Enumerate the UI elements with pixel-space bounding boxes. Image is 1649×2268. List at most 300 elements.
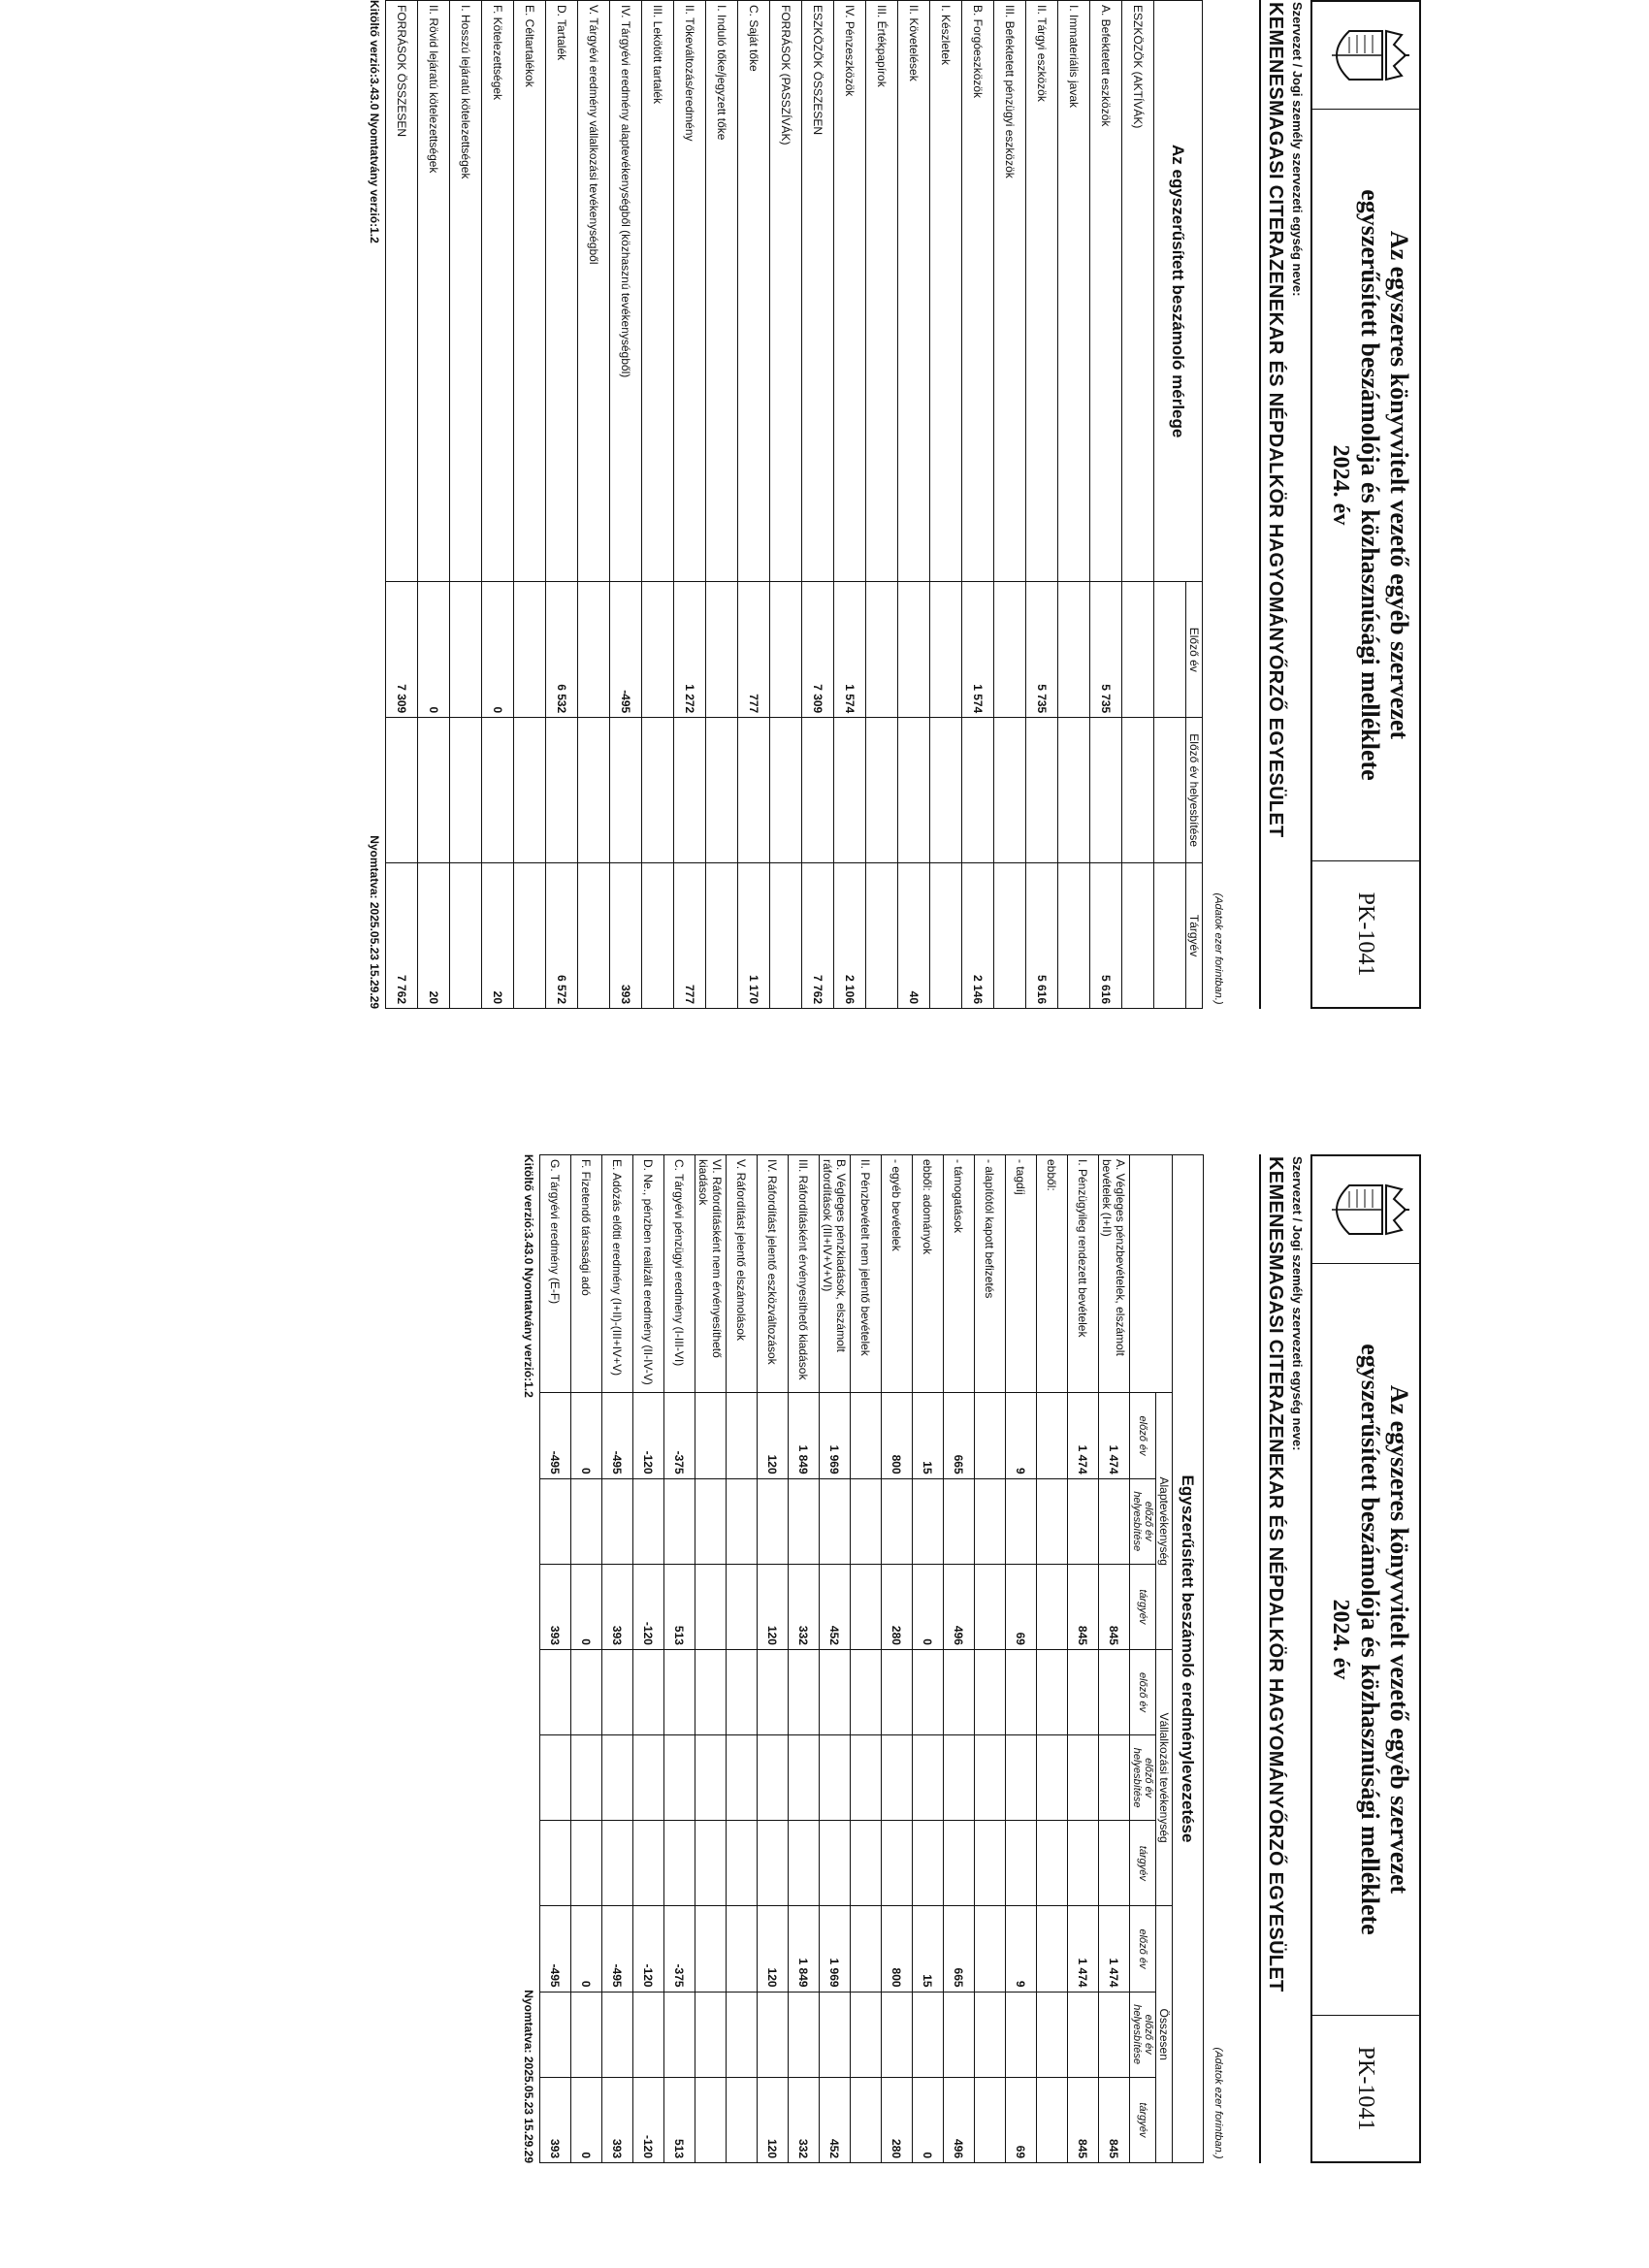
value-cell: [758, 1478, 789, 1564]
value-cell: [1037, 1821, 1068, 1906]
value-cell: [602, 1735, 633, 1821]
value-corr: [930, 718, 962, 863]
value-cell: 393: [540, 2077, 571, 2162]
row-label: IV. Tárgyévi eredmény alaptevékenységből (közhasznú tevékenységből): [610, 1, 642, 582]
table-row: [482, 1, 514, 1009]
income-body: [540, 1155, 1130, 2163]
footer-printed: Nyomtatva: 2025.05.23 15.29.29: [368, 835, 381, 1009]
value-prev: [1058, 582, 1090, 718]
value-curr: 6 572: [546, 863, 578, 1009]
value-cell: [975, 1478, 1006, 1564]
value-cell: [913, 1478, 944, 1564]
row-label: FORRÁSOK (PASSZÍVÁK): [770, 1, 802, 582]
value-cell: [1099, 1821, 1130, 1906]
value-cell: [820, 1649, 851, 1734]
value-cell: -375: [664, 1906, 695, 1992]
value-prev: 7 309: [386, 582, 418, 718]
value-cell: [602, 1649, 633, 1734]
value-cell: [695, 1906, 727, 1992]
table-row: [546, 1, 578, 1009]
col-header-prev: Előző év: [1186, 582, 1203, 718]
value-cell: [1037, 1906, 1068, 1992]
value-cell: [602, 1992, 633, 2077]
value-cell: [1006, 1649, 1037, 1734]
value-cell: 280: [882, 1564, 913, 1649]
crest-cell: [1312, 1156, 1419, 1264]
value-cell: 393: [602, 2077, 633, 2162]
value-cell: [727, 1478, 758, 1564]
row-label: II. Rövid lejáratú kötelezettségek: [418, 1, 450, 582]
value-cell: [727, 1393, 758, 1478]
value-corr: [578, 718, 610, 863]
page-footer: [368, 0, 381, 1009]
group-header-total: Összesen: [1156, 1906, 1173, 2163]
row-label: ebből:: [1037, 1155, 1068, 1393]
row-label: I. Hosszú lejáratú kötelezettségek: [450, 1, 482, 582]
value-curr: 1 170: [738, 863, 770, 1009]
value-curr: 20: [418, 863, 450, 1009]
value-corr: [674, 718, 706, 863]
value-cell: -375: [664, 1393, 695, 1478]
sub-prev: előző év: [1130, 1649, 1156, 1734]
value-cell: 0: [571, 2077, 602, 2162]
value-corr: [738, 718, 770, 863]
value-cell: [695, 1821, 727, 1906]
sub-corr: előző év helyesbítése: [1130, 1478, 1156, 1564]
value-cell: [571, 1821, 602, 1906]
row-label: G. Tárgyévi eredmény (E-F): [540, 1155, 571, 1393]
value-cell: [882, 1992, 913, 2077]
value-corr: [482, 718, 514, 863]
value-corr: [514, 718, 546, 863]
value-cell: [975, 1906, 1006, 1992]
row-label: II. Tőkeváltozás/eredmény: [674, 1, 706, 582]
table-row: [738, 1, 770, 1009]
value-cell: [1068, 1478, 1099, 1564]
group-header-basic: Alaptevékenység: [1156, 1393, 1173, 1649]
value-cell: [695, 1649, 727, 1734]
value-curr: 5 616: [1090, 863, 1122, 1009]
table-row: [602, 1155, 633, 2163]
value-cell: -495: [602, 1393, 633, 1478]
table-row: [882, 1155, 913, 2163]
table-row: [758, 1155, 789, 2163]
value-cell: 1 849: [789, 1393, 820, 1478]
value-cell: -120: [633, 1906, 664, 1992]
balance-sheet-page: [368, 0, 1421, 1009]
value-cell: [695, 1735, 727, 1821]
value-cell: [851, 1649, 882, 1734]
value-cell: [633, 1821, 664, 1906]
row-label: FORRÁSOK ÖSSZESEN: [386, 1, 418, 582]
sub-corr: előző év helyesbítése: [1130, 1992, 1156, 2077]
balance-table: [385, 0, 1234, 1009]
table-row: [994, 1, 1026, 1009]
value-corr: [962, 718, 994, 863]
table-row: [1037, 1155, 1068, 2163]
value-cell: [789, 1649, 820, 1734]
unit-note: (Adatok ezer forintban.): [1212, 2047, 1225, 2159]
value-cell: [1006, 1821, 1037, 1906]
value-corr: [1026, 718, 1058, 863]
table-row: [633, 1155, 664, 2163]
value-prev: [514, 582, 546, 718]
value-corr: [1058, 718, 1090, 863]
value-cell: [540, 1821, 571, 1906]
value-curr: [1122, 863, 1154, 1009]
table-row: [851, 1155, 882, 2163]
row-label: V. Ráfordítást jelentő elszámolások: [727, 1155, 758, 1393]
row-label: B. Forgóeszközök: [962, 1, 994, 582]
table-row: [706, 1, 738, 1009]
value-cell: 1 474: [1099, 1393, 1130, 1478]
row-label: III. Befektetett pénzügyi eszközök: [994, 1, 1026, 582]
row-label: ebből: adományok: [913, 1155, 944, 1393]
value-cell: [1006, 1992, 1037, 2077]
row-label: II. Tárgyi eszközök: [1026, 1, 1058, 582]
value-cell: [882, 1478, 913, 1564]
value-cell: 496: [944, 2077, 975, 2162]
value-cell: [695, 1478, 727, 1564]
value-cell: [727, 1735, 758, 1821]
value-prev: [994, 582, 1026, 718]
row-label: III. Ráfordításként érvényesíthető kiadások: [789, 1155, 820, 1393]
hungarian-coat-of-arms-icon: [1322, 1176, 1409, 1244]
value-cell: [975, 1821, 1006, 1906]
title-line-2: egyszerűsített beszámolója és közhasznúsági melléklete: [1356, 1344, 1384, 1935]
table-row: [913, 1155, 944, 2163]
value-cell: [571, 1735, 602, 1821]
table-row: [514, 1, 546, 1009]
value-cell: 665: [944, 1393, 975, 1478]
value-cell: 332: [789, 2077, 820, 2162]
table-row: [866, 1, 898, 1009]
value-cell: [851, 1393, 882, 1478]
table-row: [386, 1, 418, 1009]
value-cell: [1099, 1992, 1130, 2077]
row-label: II. Pénzbevételt nem jelentő bevételek: [851, 1155, 882, 1393]
form-header: [1310, 0, 1421, 1009]
value-cell: [820, 1478, 851, 1564]
table-row: [1122, 1, 1154, 1009]
row-label: E. Adózás előtti eredmény (I+II)-(III+IV+V): [602, 1155, 633, 1393]
value-cell: [789, 1821, 820, 1906]
value-prev: [706, 582, 738, 718]
value-cell: [851, 1821, 882, 1906]
value-cell: [882, 1649, 913, 1734]
form-code: PK-1041: [1312, 2015, 1419, 2161]
sub-curr: tárgyév: [1130, 1821, 1156, 1906]
value-cell: 845: [1068, 2077, 1099, 2162]
value-cell: [975, 2077, 1006, 2162]
row-label: - tagdíj: [1006, 1155, 1037, 1393]
value-cell: [664, 1649, 695, 1734]
form-header: [1310, 1154, 1421, 2163]
value-cell: [1068, 1821, 1099, 1906]
value-cell: [1068, 1649, 1099, 1734]
table-row: [820, 1155, 851, 2163]
value-cell: [975, 1393, 1006, 1478]
value-cell: -495: [602, 1906, 633, 1992]
value-curr: 393: [610, 863, 642, 1009]
table-row: [770, 1, 802, 1009]
value-cell: 496: [944, 1564, 975, 1649]
table-row: [642, 1, 674, 1009]
row-label: VI. Ráfordításként nem érvényesíthető kiadások: [695, 1155, 727, 1393]
table-row: [610, 1, 642, 1009]
value-cell: [975, 1992, 1006, 2077]
sub-curr: tárgyév: [1130, 2077, 1156, 2162]
value-curr: 7 762: [802, 863, 834, 1009]
value-cell: [727, 1649, 758, 1734]
value-cell: 1 474: [1099, 1906, 1130, 1992]
row-label: E. Céltartalékok: [514, 1, 546, 582]
value-cell: [1037, 2077, 1068, 2162]
value-cell: [664, 1735, 695, 1821]
value-corr: [546, 718, 578, 863]
table-row: [789, 1155, 820, 2163]
value-cell: 69: [1006, 2077, 1037, 2162]
value-curr: [770, 863, 802, 1009]
footer-printed: Nyomtatva: 2025.05.23 15.29.29: [522, 1990, 535, 2163]
value-prev: 5 735: [1026, 582, 1058, 718]
value-cell: [944, 1478, 975, 1564]
sub-prev: előző év: [1130, 1393, 1156, 1478]
page-footer: [522, 1154, 535, 2163]
value-cell: [1068, 1992, 1099, 2077]
income-caption: Egyszerűsített beszámoló eredménylevezetése: [1173, 1155, 1204, 2163]
value-prev: 6 532: [546, 582, 578, 718]
value-cell: [975, 1564, 1006, 1649]
org-label: Szervezet / Jogi személy szervezeti egység neve:: [1290, 1156, 1305, 1451]
table-row: [664, 1155, 695, 2163]
table-row: [1058, 1, 1090, 1009]
value-cell: 513: [664, 1564, 695, 1649]
hungarian-coat-of-arms-icon: [1322, 21, 1409, 89]
value-cell: 393: [540, 1564, 571, 1649]
value-prev: [1122, 582, 1154, 718]
row-label: D. Tartalék: [546, 1, 578, 582]
value-cell: [1037, 1735, 1068, 1821]
row-label: III. Lekötött tartalék: [642, 1, 674, 582]
value-cell: [913, 1821, 944, 1906]
value-cell: 665: [944, 1906, 975, 1992]
value-prev: [642, 582, 674, 718]
row-label: I. Immateriális javak: [1058, 1, 1090, 582]
value-cell: [1037, 1649, 1068, 1734]
value-cell: [975, 1735, 1006, 1821]
value-cell: [727, 2077, 758, 2162]
value-cell: [1006, 1478, 1037, 1564]
sub-corr: előző év helyesbítése: [1130, 1735, 1156, 1821]
footer-version: Kitöltő verzió:3.43.0 Nyomtatvány verzió:1.2: [368, 0, 381, 243]
value-prev: 1 272: [674, 582, 706, 718]
value-cell: -495: [540, 1393, 571, 1478]
row-label: V. Tárgyévi eredmény vállalkozási tevékenységből: [578, 1, 610, 582]
value-cell: 800: [882, 1906, 913, 1992]
value-cell: [1037, 1478, 1068, 1564]
value-cell: 280: [882, 2077, 913, 2162]
value-cell: [851, 1564, 882, 1649]
value-cell: [820, 1821, 851, 1906]
income-table: [539, 1154, 1234, 2163]
value-cell: [1099, 1649, 1130, 1734]
value-cell: [695, 1393, 727, 1478]
value-cell: [758, 1821, 789, 1906]
value-cell: [944, 1992, 975, 2077]
value-cell: -120: [633, 1564, 664, 1649]
row-label: II. Követelések: [898, 1, 930, 582]
title-line-2: egyszerűsített beszámolója és közhasznúsági melléklete: [1356, 189, 1384, 781]
form-title: [1312, 110, 1419, 860]
value-prev: [770, 582, 802, 718]
value-cell: 15: [913, 1393, 944, 1478]
table-row: [695, 1155, 727, 2163]
value-cell: [851, 1478, 882, 1564]
table-row: [962, 1, 994, 1009]
value-cell: [1037, 1992, 1068, 2077]
table-row: [578, 1, 610, 1009]
row-label: I. Pénzügyileg rendezett bevételek: [1068, 1155, 1099, 1393]
value-cell: 1 969: [820, 1906, 851, 1992]
value-corr: [642, 718, 674, 863]
value-corr: [1090, 718, 1122, 863]
value-curr: 2 106: [834, 863, 866, 1009]
value-cell: [851, 2077, 882, 2162]
value-cell: [695, 1992, 727, 2077]
table-row: [1006, 1155, 1037, 2163]
table-row: [1090, 1, 1122, 1009]
form-code: PK-1041: [1312, 860, 1419, 1007]
value-cell: [944, 1735, 975, 1821]
value-cell: [1099, 1478, 1130, 1564]
value-cell: -120: [633, 2077, 664, 2162]
value-cell: [851, 1735, 882, 1821]
crest-cell: [1312, 2, 1419, 110]
value-cell: 1 849: [789, 1906, 820, 1992]
table-row: [727, 1155, 758, 2163]
value-curr: 20: [482, 863, 514, 1009]
unit-note: (Adatok ezer forintban.): [1212, 892, 1224, 1005]
value-cell: [851, 1906, 882, 1992]
col-header-curr: Tárgyév: [1186, 863, 1203, 1009]
row-label: A. Végleges pénzbevételek, elszámolt bevételek (I+II): [1099, 1155, 1130, 1393]
value-prev: 0: [418, 582, 450, 718]
value-prev: [898, 582, 930, 718]
value-cell: 120: [758, 1564, 789, 1649]
value-prev: 1 574: [962, 582, 994, 718]
row-label: ESZKÖZÖK ÖSSZESEN: [802, 1, 834, 582]
form-year: 2024. év: [1328, 444, 1353, 526]
value-cell: 845: [1099, 2077, 1130, 2162]
row-label: - egyéb bevételek: [882, 1155, 913, 1393]
form-year: 2024. év: [1328, 1599, 1353, 1680]
value-cell: 120: [758, 2077, 789, 2162]
sub-curr: tárgyév: [1130, 1564, 1156, 1649]
value-cell: 0: [571, 1564, 602, 1649]
value-cell: [664, 1821, 695, 1906]
org-label: Szervezet / Jogi személy szervezeti egység neve:: [1290, 2, 1305, 297]
value-corr: [866, 718, 898, 863]
value-curr: [450, 863, 482, 1009]
value-cell: [727, 1906, 758, 1992]
value-cell: 1 474: [1068, 1906, 1099, 1992]
value-cell: 69: [1006, 1564, 1037, 1649]
value-cell: [1006, 1735, 1037, 1821]
value-corr: [386, 718, 418, 863]
value-cell: 0: [571, 1393, 602, 1478]
value-cell: 0: [571, 1906, 602, 1992]
value-curr: [514, 863, 546, 1009]
value-cell: [664, 1992, 695, 2077]
value-cell: [944, 1649, 975, 1734]
row-label: F. Kötelezettségek: [482, 1, 514, 582]
value-cell: 393: [602, 1564, 633, 1649]
value-cell: 0: [913, 2077, 944, 2162]
value-curr: [578, 863, 610, 1009]
balance-caption: Az egyszerűsített beszámoló mérlege: [1154, 1, 1203, 582]
value-cell: [571, 1649, 602, 1734]
value-cell: 0: [913, 1564, 944, 1649]
value-cell: 332: [789, 1564, 820, 1649]
table-row: [418, 1, 450, 1009]
title-line-1: Az egyszeres könyvvitelt vezető egyéb szervezet: [1385, 1384, 1413, 1895]
value-cell: [602, 1478, 633, 1564]
table-row: [1026, 1, 1058, 1009]
value-cell: [1099, 1735, 1130, 1821]
value-cell: [913, 1735, 944, 1821]
table-row: [674, 1, 706, 1009]
value-cell: [695, 1564, 727, 1649]
row-label: D. Ne., pénzben realizált eredmény (II-IV-V): [633, 1155, 664, 1393]
table-row: [571, 1155, 602, 2163]
value-cell: 452: [820, 2077, 851, 2162]
row-label: F. Fizetendő társasági adó: [571, 1155, 602, 1393]
value-cell: [633, 1649, 664, 1734]
value-cell: [540, 1478, 571, 1564]
value-prev: [866, 582, 898, 718]
table-row: [1099, 1155, 1130, 2163]
value-corr: [418, 718, 450, 863]
value-corr: [802, 718, 834, 863]
value-cell: [789, 1478, 820, 1564]
value-cell: [882, 1821, 913, 1906]
value-prev: -495: [610, 582, 642, 718]
row-label: I. Készletek: [930, 1, 962, 582]
form-title: [1312, 1264, 1419, 2015]
value-cell: [882, 1735, 913, 1821]
value-cell: [789, 1992, 820, 2077]
value-cell: 1 969: [820, 1393, 851, 1478]
title-line-1: Az egyszeres könyvvitelt vezető egyéb szervezet: [1385, 230, 1413, 740]
balance-body: [386, 1, 1154, 1009]
table-row: [930, 1, 962, 1009]
value-cell: 9: [1006, 1393, 1037, 1478]
value-cell: [633, 1478, 664, 1564]
value-prev: [930, 582, 962, 718]
value-corr: [610, 718, 642, 863]
row-label: IV. Pénzeszközök: [834, 1, 866, 582]
table-row: [1068, 1155, 1099, 2163]
value-cell: [789, 1735, 820, 1821]
value-prev: [578, 582, 610, 718]
value-corr: [450, 718, 482, 863]
value-cell: 120: [758, 1393, 789, 1478]
org-name: KEMENESMAGASI CITERAZENEKAR ÉS NÉPDALKÖR HAGYOMÁNYŐRZŐ EGYESÜLET: [1259, 0, 1288, 1009]
value-cell: [571, 1992, 602, 2077]
row-label: I. Induló tőke/jegyzett tőke: [706, 1, 738, 582]
value-prev: 777: [738, 582, 770, 718]
